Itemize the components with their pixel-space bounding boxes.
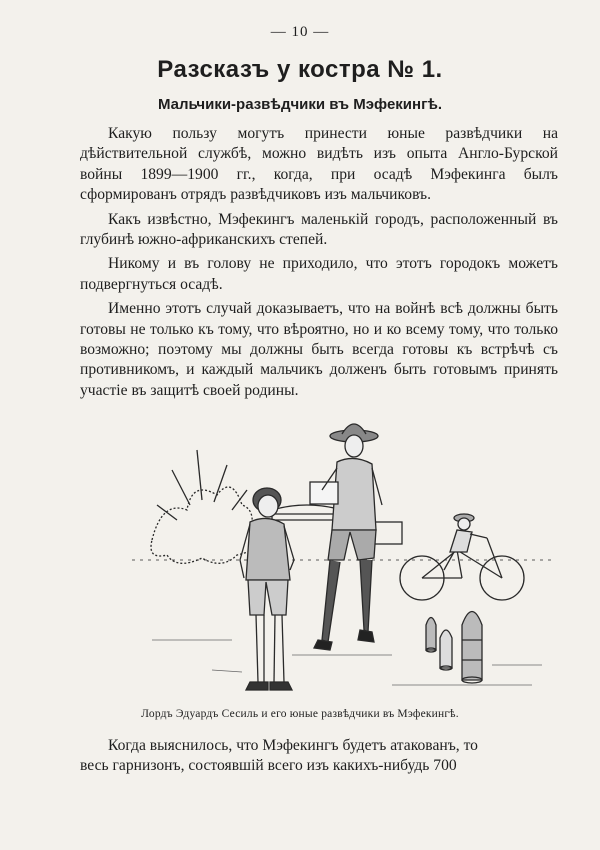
continuation-line: Когда выяснилось, что Мэфекингъ будетъ атакованъ, то bbox=[108, 737, 478, 754]
paragraph: Именно этотъ случай доказываетъ, что на войнѣ всѣ должны быть готовы не только къ тому, что вѣроятно, но и ко всему тому, что только возможно; поэтому мы должны быть всегда готовы къ встрѣчѣ съ противникомъ, и каждый мальчикъ долженъ быть готовымъ принять участіе въ защитѣ своей родины. bbox=[80, 300, 558, 399]
paragraph: Какъ извѣстно, Мэфекингъ маленькій городъ, расположенный въ глубинѣ южно-африканскихъ степей. bbox=[80, 210, 558, 249]
cyclist bbox=[400, 514, 524, 600]
paragraph: Никому и въ голову не приходило, что этотъ городокъ можетъ подвергнуться осадѣ. bbox=[80, 255, 558, 293]
continuation-text bbox=[80, 736, 558, 777]
boy-scout bbox=[240, 488, 294, 690]
illustration-scouts bbox=[132, 410, 552, 700]
chapter-subtitle: Мальчики-развѣдчики въ Мэфекингѣ. bbox=[157, 96, 443, 113]
officer-figure bbox=[310, 424, 382, 650]
page-number: — 10 — bbox=[270, 24, 330, 40]
artillery-shells bbox=[426, 612, 482, 684]
illustration-caption: Лордъ Эдуардъ Сесиль и его юные развѣдчики въ Мэфекингѣ. bbox=[141, 708, 459, 720]
chapter-title: Разсказъ у костра № 1. bbox=[157, 56, 443, 83]
paragraph: Какую пользу могутъ принести юные развѣдчики на дѣйствительной службѣ, можно видѣть изъ опыта Англо-Бурской войны 1899—1900 гг., когда, при осадѣ Мэфекинга былъ сформированъ отрядъ развѣдчиковъ изъ мальчиковъ. bbox=[80, 125, 558, 204]
ground bbox=[152, 640, 542, 685]
explosion-smoke bbox=[151, 450, 254, 563]
body-text bbox=[80, 124, 558, 405]
continuation-line: весь гарнизонъ, состоявшій всего изъ какихъ-нибудь 700 bbox=[80, 757, 457, 775]
